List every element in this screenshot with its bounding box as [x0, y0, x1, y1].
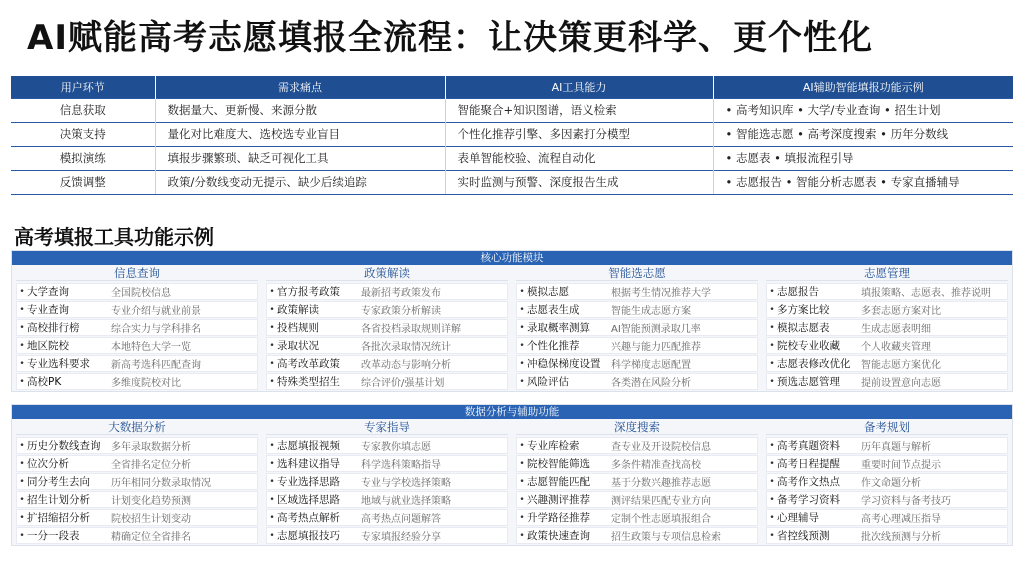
function-item[interactable]: [516, 473, 758, 490]
bullet-icon: •: [269, 458, 275, 469]
function-item-desc: 多套志愿方案对比: [861, 306, 941, 317]
function-item-name: 模拟志愿表: [777, 322, 830, 334]
function-item-name: 个性化推荐: [527, 340, 580, 352]
function-column: [262, 419, 512, 545]
function-item-name: 录取状况: [277, 340, 319, 352]
bullet-icon: •: [519, 304, 525, 315]
function-item-desc: 各批次录取情况统计: [361, 342, 451, 353]
function-item-desc: 全国院校信息: [111, 288, 171, 299]
function-item[interactable]: [766, 283, 1008, 300]
function-item-desc: 提前设置意向志愿: [861, 378, 941, 389]
function-item[interactable]: [766, 301, 1008, 318]
function-item-name: 政策快速查询: [527, 530, 590, 542]
bullet-icon: •: [519, 458, 525, 469]
function-item-desc: 科学梯度志愿配置: [611, 360, 691, 371]
bullet-icon: •: [19, 530, 25, 541]
bullet-icon: •: [519, 530, 525, 541]
table-cell: 量化对比难度大、选校选专业盲目: [155, 122, 445, 146]
table-cell: 表单智能校验、流程自动化: [445, 146, 713, 170]
function-column: [762, 265, 1012, 391]
function-item[interactable]: [16, 355, 258, 372]
bullet-icon: •: [769, 476, 775, 487]
function-item-name: 模拟志愿: [527, 286, 569, 298]
page-title: AI赋能高考志愿填报全流程：让决策更科学、更个性化: [27, 18, 873, 58]
function-item-desc: 改革动态与影响分析: [361, 360, 451, 371]
table-cell: 信息获取: [11, 98, 155, 122]
function-item[interactable]: [766, 319, 1008, 336]
function-item-name: 高校排行榜: [27, 322, 80, 334]
data-analysis-panel: [11, 404, 1013, 546]
bullet-icon: •: [519, 476, 525, 487]
function-item-desc: 多年录取数据分析: [111, 442, 191, 453]
table-cell: 反馈调整: [11, 170, 155, 194]
bullet-icon: •: [519, 358, 525, 369]
bullet-icon: •: [269, 440, 275, 451]
function-item-name: 高考改革政策: [277, 358, 340, 370]
function-item-name: 选科建议指导: [277, 458, 340, 470]
table-cell: 实时监测与预警、深度报告生成: [445, 170, 713, 194]
function-item-name: 省控线预测: [777, 530, 830, 542]
function-item[interactable]: [16, 319, 258, 336]
function-item[interactable]: [516, 527, 758, 544]
function-item-name: 院校智能筛选: [527, 458, 590, 470]
function-item-name: 兴趣测评推荐: [527, 494, 590, 506]
function-item-name: 升学路径推荐: [527, 512, 590, 524]
table-row: [11, 98, 1013, 122]
function-item[interactable]: [16, 473, 258, 490]
bullet-icon: •: [19, 376, 25, 387]
bullet-icon: •: [19, 358, 25, 369]
function-item-name: 高校PK: [27, 376, 62, 388]
function-column: [762, 419, 1012, 545]
function-item-desc: 专家教你填志愿: [361, 442, 431, 453]
function-item-desc: 多条件精准查找高校: [611, 460, 701, 471]
function-item-desc: 各类潜在风险分析: [611, 378, 691, 389]
function-item[interactable]: [266, 455, 508, 472]
bullet-icon: •: [769, 458, 775, 469]
bullet-icon: •: [769, 494, 775, 505]
function-item-name: 志愿表生成: [527, 304, 580, 316]
function-column: [12, 265, 262, 391]
bullet-icon: •: [769, 286, 775, 297]
bullet-icon: •: [769, 322, 775, 333]
function-item-name: 政策解读: [277, 304, 319, 316]
function-item[interactable]: [16, 301, 258, 318]
function-item[interactable]: [766, 509, 1008, 526]
bullet-icon: •: [769, 304, 775, 315]
function-item-desc: 个人收藏夹管理: [861, 342, 931, 353]
column-title: 备考规划: [766, 419, 1008, 435]
bullet-icon: •: [269, 286, 275, 297]
table-cell: • 志愿报告 • 智能分析志愿表 • 专家直播辅导: [713, 170, 1013, 194]
bullet-icon: •: [519, 286, 525, 297]
bullet-icon: •: [19, 322, 25, 333]
function-item[interactable]: [516, 337, 758, 354]
bullet-icon: •: [519, 494, 525, 505]
bullet-icon: •: [519, 340, 525, 351]
function-item[interactable]: [516, 283, 758, 300]
function-item-desc: 智能志愿方案优化: [861, 360, 941, 371]
ai-capability-table: [11, 76, 1013, 195]
table-cell: • 志愿表 • 填报流程引导: [713, 146, 1013, 170]
function-item-name: 历史分数线查询: [27, 440, 101, 452]
bullet-icon: •: [269, 530, 275, 541]
function-item[interactable]: [266, 373, 508, 390]
function-item[interactable]: [766, 373, 1008, 390]
table-cell: 个性化推荐引擎、多因素打分模型: [445, 122, 713, 146]
table-cell: 模拟演练: [11, 146, 155, 170]
bullet-icon: •: [19, 512, 25, 523]
panel-columns: [12, 265, 1012, 391]
function-item[interactable]: [16, 437, 258, 454]
function-item-desc: 生成志愿表明细: [861, 324, 931, 335]
function-item-desc: 历年真题与解析: [861, 442, 931, 453]
table-cell: 填报步骤繁琐、缺乏可视化工具: [155, 146, 445, 170]
panel-header: 数据分析与辅助功能: [12, 405, 1012, 419]
bullet-icon: •: [19, 440, 25, 451]
bullet-icon: •: [519, 376, 525, 387]
function-column: [512, 265, 762, 391]
function-item[interactable]: [516, 373, 758, 390]
function-item[interactable]: [516, 455, 758, 472]
function-item-name: 区域选择思路: [277, 494, 340, 506]
function-item-name: 大学查询: [27, 286, 69, 298]
function-item-name: 高考作文热点: [777, 476, 840, 488]
table-cell: • 智能选志愿 • 高考深度搜索 • 历年分数线: [713, 122, 1013, 146]
bullet-icon: •: [769, 340, 775, 351]
function-item-desc: 精确定位全省排名: [111, 532, 191, 543]
function-item[interactable]: [266, 509, 508, 526]
table-cell: • 高考知识库 • 大学/专业查询 • 招生计划: [713, 98, 1013, 122]
bullet-icon: •: [19, 476, 25, 487]
function-item-desc: 招生政策与专项信息检索: [611, 532, 721, 543]
function-item-name: 预选志愿管理: [777, 376, 840, 388]
function-item-desc: 多维度院校对比: [111, 378, 181, 389]
header-function-example: AI辅助智能填报功能示例: [713, 76, 1013, 98]
function-item-name: 录取概率测算: [527, 322, 590, 334]
bullet-icon: •: [19, 304, 25, 315]
function-item[interactable]: [516, 491, 758, 508]
function-item-name: 志愿填报视频: [277, 440, 340, 452]
function-item-desc: 根据考生情况推荐大学: [611, 288, 711, 299]
table-cell: 智能聚合+知识图谱，语义检索: [445, 98, 713, 122]
function-item[interactable]: [516, 355, 758, 372]
function-item[interactable]: [766, 437, 1008, 454]
function-item[interactable]: [516, 509, 758, 526]
function-item[interactable]: [766, 455, 1008, 472]
function-item[interactable]: [266, 527, 508, 544]
function-item[interactable]: [516, 319, 758, 336]
header-ai-capability: AI工具能力: [445, 76, 713, 98]
bullet-icon: •: [19, 494, 25, 505]
table-cell: 数据量大、更新慢、来源分散: [155, 98, 445, 122]
function-item-desc: 综合实力与学科排名: [111, 324, 201, 335]
column-title: 志愿管理: [766, 265, 1008, 281]
function-item-desc: 批次线预测与分析: [861, 532, 941, 543]
function-item-name: 特殊类型招生: [277, 376, 340, 388]
bullet-icon: •: [769, 358, 775, 369]
function-item-desc: 学习资料与备考技巧: [861, 496, 951, 507]
function-item-name: 专业库检索: [527, 440, 580, 452]
function-item-desc: 各省投档录取规则详解: [361, 324, 461, 335]
function-item-desc: 全省排名定位分析: [111, 460, 191, 471]
column-title: 政策解读: [266, 265, 508, 281]
function-item[interactable]: [16, 455, 258, 472]
function-item-name: 地区院校: [27, 340, 69, 352]
function-item-desc: 计划变化趋势预测: [111, 496, 191, 507]
bullet-icon: •: [269, 376, 275, 387]
column-title: 信息查询: [16, 265, 258, 281]
function-item-name: 风险评估: [527, 376, 569, 388]
table-row: [11, 122, 1013, 146]
function-item-desc: 专家填报经验分享: [361, 532, 441, 543]
function-item[interactable]: [766, 355, 1008, 372]
function-item[interactable]: [266, 437, 508, 454]
bullet-icon: •: [269, 512, 275, 523]
function-item-name: 备考学习资料: [777, 494, 840, 506]
function-item[interactable]: [16, 373, 258, 390]
bullet-icon: •: [269, 340, 275, 351]
function-item-name: 志愿填报技巧: [277, 530, 340, 542]
bullet-icon: •: [769, 376, 775, 387]
function-column: [12, 419, 262, 545]
function-item-desc: 测评结果匹配专业方向: [611, 496, 711, 507]
function-item-desc: 专业介绍与就业前景: [111, 306, 201, 317]
function-item[interactable]: [266, 301, 508, 318]
function-item-name: 冲稳保梯度设置: [527, 358, 601, 370]
function-item[interactable]: [16, 509, 258, 526]
column-title: 大数据分析: [16, 419, 258, 435]
bullet-icon: •: [269, 494, 275, 505]
function-item[interactable]: [266, 319, 508, 336]
function-item[interactable]: [766, 337, 1008, 354]
function-item-desc: 兴趣与能力匹配推荐: [611, 342, 701, 353]
function-item-desc: 高考热点问题解答: [361, 514, 441, 525]
panel-header: 核心功能模块: [12, 251, 1012, 265]
function-item-desc: 填报策略、志愿表、推荐说明: [861, 288, 991, 299]
bullet-icon: •: [769, 512, 775, 523]
function-item[interactable]: [16, 283, 258, 300]
bullet-icon: •: [769, 530, 775, 541]
function-item-desc: 地域与就业选择策略: [361, 496, 451, 507]
function-item[interactable]: [766, 491, 1008, 508]
bullet-icon: •: [269, 304, 275, 315]
function-item-desc: 院校招生计划变动: [111, 514, 191, 525]
function-item-desc: 科学选科策略指导: [361, 460, 441, 471]
bullet-icon: •: [19, 340, 25, 351]
function-item[interactable]: [266, 355, 508, 372]
function-item-desc: 专家政策分析解读: [361, 306, 441, 317]
function-item-desc: 本地特色大学一览: [111, 342, 191, 353]
function-item-name: 专业查询: [27, 304, 69, 316]
bullet-icon: •: [769, 440, 775, 451]
function-item[interactable]: [16, 491, 258, 508]
header-pain-point: 需求痛点: [155, 76, 445, 98]
function-item-desc: 定制个性志愿填报组合: [611, 514, 711, 525]
function-item-desc: 作文命题分析: [861, 478, 921, 489]
function-item-desc: 高考心理减压指导: [861, 514, 941, 525]
function-item-desc: 重要时间节点提示: [861, 460, 941, 471]
function-item-name: 心理辅导: [777, 512, 819, 524]
function-item-name: 同分考生去向: [27, 476, 90, 488]
function-item-name: 一分一段表: [27, 530, 80, 542]
function-item-name: 志愿报告: [777, 286, 819, 298]
table-cell: 政策/分数线变动无提示、缺少后续追踪: [155, 170, 445, 194]
function-item-desc: 查专业及开设院校信息: [611, 442, 711, 453]
function-item-name: 高考热点解析: [277, 512, 340, 524]
function-item-name: 投档规则: [277, 322, 319, 334]
function-item-name: 专业选择思路: [277, 476, 340, 488]
function-item[interactable]: [266, 491, 508, 508]
function-item-desc: 智能生成志愿方案: [611, 306, 691, 317]
function-column: [512, 419, 762, 545]
bullet-icon: •: [269, 476, 275, 487]
bullet-icon: •: [269, 322, 275, 333]
function-item[interactable]: [16, 337, 258, 354]
function-item[interactable]: [266, 337, 508, 354]
bullet-icon: •: [519, 512, 525, 523]
function-item-name: 位次分析: [27, 458, 69, 470]
function-item-desc: 历年相同分数录取情况: [111, 478, 211, 489]
function-item-name: 多方案比较: [777, 304, 830, 316]
table-header-row: [11, 76, 1013, 98]
table-cell: 决策支持: [11, 122, 155, 146]
function-item-desc: 综合评价/强基计划: [361, 378, 445, 389]
function-item-desc: 最新招考政策发布: [361, 288, 441, 299]
header-user-stage: 用户环节: [11, 76, 155, 98]
bullet-icon: •: [19, 458, 25, 469]
function-item[interactable]: [516, 301, 758, 318]
function-item-name: 志愿智能匹配: [527, 476, 590, 488]
function-item[interactable]: [516, 437, 758, 454]
table-row: [11, 170, 1013, 194]
function-item-name: 志愿表修改优化: [777, 358, 851, 370]
panel-columns: [12, 419, 1012, 545]
function-item[interactable]: [766, 527, 1008, 544]
function-item-desc: 基于分数兴趣推荐志愿: [611, 478, 711, 489]
function-item-desc: AI智能预测录取几率: [611, 324, 701, 335]
column-title: 智能选志愿: [516, 265, 758, 281]
column-title: 专家指导: [266, 419, 508, 435]
function-item-name: 高考日程提醒: [777, 458, 840, 470]
section-title: 高考填报工具功能示例: [14, 225, 214, 249]
bullet-icon: •: [519, 440, 525, 451]
function-item-desc: 新高考选科匹配查询: [111, 360, 201, 371]
function-item-name: 官方报考政策: [277, 286, 340, 298]
bullet-icon: •: [269, 358, 275, 369]
function-column: [262, 265, 512, 391]
function-item-name: 院校专业收藏: [777, 340, 840, 352]
function-item[interactable]: [16, 527, 258, 544]
function-item-name: 高考真题资料: [777, 440, 840, 452]
function-item-name: 扩招缩招分析: [27, 512, 90, 524]
function-item-name: 招生计划分析: [27, 494, 90, 506]
bullet-icon: •: [519, 322, 525, 333]
function-item[interactable]: [766, 473, 1008, 490]
table-row: [11, 146, 1013, 170]
bullet-icon: •: [19, 286, 25, 297]
function-item[interactable]: [266, 283, 508, 300]
function-item[interactable]: [266, 473, 508, 490]
function-item-desc: 专业与学校选择策略: [361, 478, 451, 489]
core-function-panel: [11, 250, 1013, 392]
function-item-name: 专业选科要求: [27, 358, 90, 370]
column-title: 深度搜索: [516, 419, 758, 435]
